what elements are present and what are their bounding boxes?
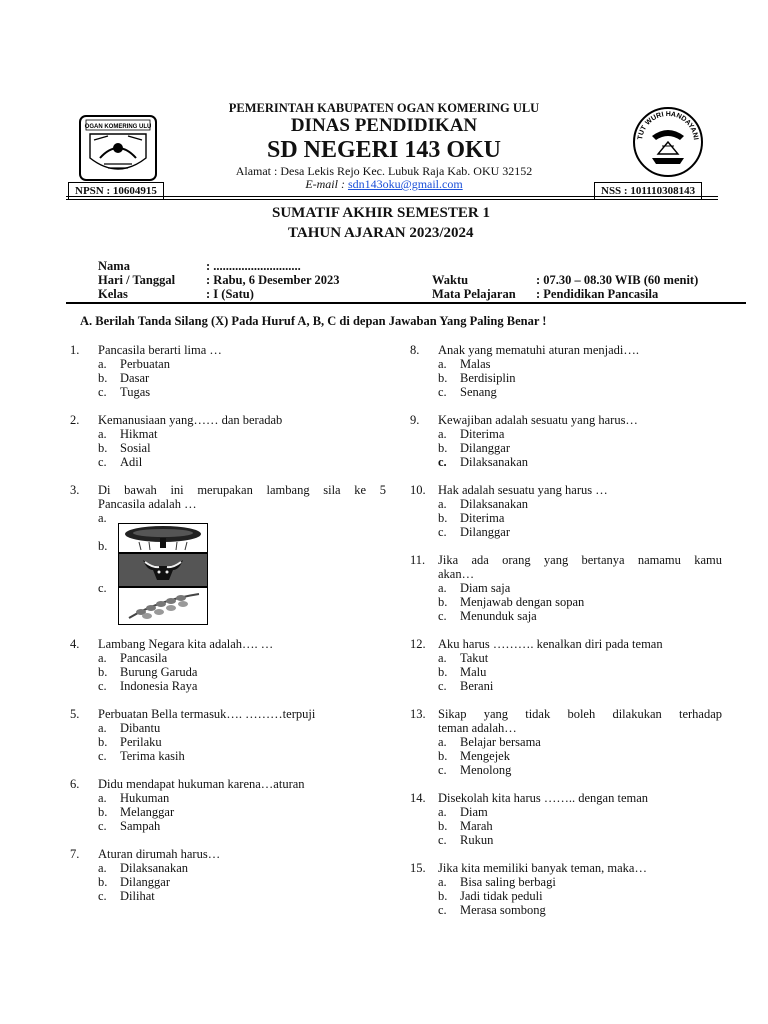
question-text: akan… — [438, 567, 475, 581]
answer-option[interactable] — [438, 525, 698, 539]
option-text: Malas — [460, 357, 491, 371]
option-text: Menjawab dengan sopan — [460, 595, 585, 609]
agency-name: DINAS PENDIDIKAN — [290, 115, 478, 136]
answer-option[interactable] — [438, 651, 698, 665]
option-text: Bisa saling berbagi — [460, 875, 556, 889]
option-letter: b. — [98, 875, 108, 889]
kelas-label: Kelas — [98, 287, 128, 301]
option-text: Rukun — [460, 833, 494, 847]
option-letter: a. — [438, 805, 447, 819]
school-name: SD NEGERI 143 OKU — [266, 137, 502, 163]
option-letter: b. — [98, 665, 108, 679]
answer-option[interactable] — [98, 371, 358, 385]
answer-option[interactable] — [438, 371, 698, 385]
option-letter: a. — [438, 875, 447, 889]
option-letter: a. — [98, 511, 107, 525]
option-text: Berdisiplin — [460, 371, 516, 385]
question-number: 5. — [70, 707, 80, 721]
answer-option[interactable] — [98, 441, 358, 455]
question-number: 15. — [410, 861, 426, 875]
answer-option[interactable] — [98, 427, 358, 441]
answer-option[interactable] — [98, 875, 358, 889]
answer-option[interactable] — [438, 427, 698, 441]
option-letter: b. — [98, 735, 108, 749]
option-text: Dilanggar — [120, 875, 170, 889]
mapel-label: Mata Pelajaran — [432, 287, 516, 301]
option-letter: b. — [438, 749, 448, 763]
school-address: Alamat : Desa Lekis Rejo Kec. Lubuk Raja Kab. OKU 32152 — [235, 164, 533, 178]
option-text: Diterima — [460, 511, 505, 525]
option-text: Merasa sombong — [460, 903, 546, 917]
option-letter: c. — [438, 833, 447, 847]
option-letter: c. — [438, 903, 447, 917]
option-text: Pancasila — [120, 651, 168, 665]
question-text: Jika ada orang yang bertanya namamu kamu — [438, 553, 722, 567]
answer-option[interactable] — [438, 441, 698, 455]
question-text: Aturan dirumah harus… — [98, 847, 221, 861]
option-text: Menunduk saja — [460, 609, 537, 623]
answer-option[interactable] — [438, 455, 698, 469]
email-label: E-mail : — [305, 177, 348, 191]
question-number: 9. — [410, 413, 420, 427]
question-number: 2. — [70, 413, 80, 427]
government-name: PEMERINTAH KABUPATEN OGAN KOMERING ULU — [228, 101, 540, 115]
header-divider-top — [66, 196, 718, 197]
option-text: Mengejek — [460, 749, 510, 763]
question-text: Lambang Negara kita adalah…. … — [98, 637, 274, 651]
answer-option[interactable] — [438, 875, 698, 889]
answer-option[interactable] — [438, 735, 698, 749]
option-letter: c. — [98, 819, 107, 833]
option-text: Diam saja — [460, 581, 511, 595]
answer-option[interactable] — [438, 763, 698, 777]
option-text: Hikmat — [120, 427, 158, 441]
option-letter: a. — [98, 357, 107, 371]
question-number: 13. — [410, 707, 426, 721]
option-text: Malu — [460, 665, 487, 679]
answer-option[interactable] — [98, 889, 358, 903]
answer-option[interactable] — [98, 749, 358, 763]
option-letter: b. — [438, 595, 448, 609]
option-letter: b. — [98, 441, 108, 455]
question-text: Disekolah kita harus …….. dengan teman — [438, 791, 649, 805]
option-text: Belajar bersama — [460, 735, 541, 749]
svg-text:OGAN KOMERING ULU: OGAN KOMERING ULU — [84, 124, 152, 130]
question-text: Di bawah ini merupakan lambang sila ke 5 — [98, 483, 386, 497]
question-number: 6. — [70, 777, 80, 791]
option-letter: b. — [438, 371, 448, 385]
question-number: 11. — [410, 553, 426, 567]
answer-option[interactable] — [438, 889, 698, 903]
option-letter: c. — [438, 763, 447, 777]
bull-head-image — [118, 553, 208, 587]
answer-option[interactable] — [438, 833, 698, 847]
option-text: Sampah — [120, 819, 161, 833]
nama-label: Nama — [98, 259, 130, 273]
option-text: Berani — [460, 679, 494, 693]
option-letter: b. — [438, 511, 448, 525]
question-number: 14. — [410, 791, 426, 805]
header-divider-bottom — [66, 199, 718, 200]
option-letter: a. — [438, 735, 447, 749]
option-letter: c. — [438, 525, 447, 539]
academic-year: TAHUN AJARAN 2023/2024 — [288, 225, 474, 241]
option-letter: a. — [98, 721, 107, 735]
kelas-value: : I (Satu) — [206, 287, 254, 301]
question-number: 8. — [410, 343, 420, 357]
banyan-tree-image — [118, 523, 208, 553]
option-letter: c. — [98, 749, 107, 763]
option-letter: a. — [98, 427, 107, 441]
answer-option[interactable] — [438, 609, 698, 623]
email-link[interactable]: sdn143oku@gmail.com — [347, 177, 463, 191]
option-letter: c. — [438, 609, 447, 623]
option-text: Terima kasih — [120, 749, 185, 763]
answer-option[interactable] — [98, 735, 358, 749]
option-letter: c. — [98, 679, 107, 693]
option-letter: a. — [98, 651, 107, 665]
question-number: 3. — [70, 483, 80, 497]
question-text: Perbuatan Bella termasuk…. ………terpuji — [98, 707, 316, 721]
question-number: 4. — [70, 637, 80, 651]
nama-value[interactable]: : ............................ — [206, 259, 301, 273]
question-text: Aku harus ………. kenalkan diri pada teman — [438, 637, 663, 651]
option-text: Dilaksanakan — [460, 497, 529, 511]
answer-option[interactable] — [438, 385, 698, 399]
question-text: Didu mendapat hukuman karena…aturan — [98, 777, 305, 791]
option-text: Perbuatan — [120, 357, 170, 371]
answer-option[interactable] — [438, 679, 698, 693]
option-text: Hukuman — [120, 791, 170, 805]
answer-option[interactable] — [98, 665, 358, 679]
answer-option[interactable] — [98, 679, 358, 693]
option-text: Diterima — [460, 427, 505, 441]
answer-option[interactable] — [98, 357, 358, 371]
answer-option[interactable] — [438, 357, 698, 371]
answer-option[interactable] — [98, 455, 358, 469]
option-letter: c. — [438, 679, 447, 693]
answer-option[interactable] — [438, 595, 698, 609]
question-text: Anak yang mematuhi aturan menjadi…. — [438, 343, 639, 357]
option-letter: a. — [98, 791, 107, 805]
hari-label: Hari / Tanggal — [98, 273, 176, 287]
answer-option[interactable] — [98, 721, 358, 735]
question-number: 7. — [70, 847, 80, 861]
option-letter: c. — [98, 385, 107, 399]
answer-option[interactable] — [98, 819, 358, 833]
waktu-value: : 07.30 – 08.30 WIB (60 menit) — [536, 273, 699, 287]
option-text: Jadi tidak peduli — [460, 889, 543, 903]
option-letter: b. — [438, 665, 448, 679]
option-text: Menolong — [460, 763, 512, 777]
question-text: Sikap yang tidak boleh dilakukan terhadap — [438, 707, 722, 721]
npsn-badge: NPSN : 10604915 — [68, 182, 164, 200]
option-text: Senang — [460, 385, 497, 399]
option-text: Dilanggar — [460, 441, 510, 455]
option-text: Dilihat — [120, 889, 155, 903]
option-text: Dilanggar — [460, 525, 510, 539]
exam-title: SUMATIF AKHIR SEMESTER 1 — [272, 205, 490, 221]
rice-cotton-image — [118, 587, 208, 625]
option-text: Perilaku — [120, 735, 162, 749]
section-a-instruction: A. Berilah Tanda Silang (X) Pada Huruf A, B, C di depan Jawaban Yang Paling Benar ! — [80, 314, 547, 328]
option-letter: b. — [98, 539, 108, 553]
waktu-label: Waktu — [432, 273, 469, 287]
answer-option[interactable] — [98, 651, 358, 665]
option-letter: b. — [438, 889, 448, 903]
question-text: Pancasila adalah … — [98, 497, 197, 511]
option-text: Melanggar — [120, 805, 175, 819]
nss-badge: NSS : 101110308143 — [594, 182, 702, 200]
option-letter: a. — [438, 427, 447, 441]
question-number: 10. — [410, 483, 426, 497]
option-text: Adil — [120, 455, 143, 469]
option-text: Marah — [460, 819, 493, 833]
question-text: Pancasila berarti lima … — [98, 343, 222, 357]
answer-option[interactable] — [438, 819, 698, 833]
option-text: Tugas — [120, 385, 151, 399]
answer-option[interactable] — [438, 581, 698, 595]
option-text: Indonesia Raya — [120, 679, 198, 693]
question-number: 1. — [70, 343, 80, 357]
option-letter: b. — [438, 441, 448, 455]
option-text: Sosial — [120, 441, 151, 455]
mapel-value: : Pendidikan Pancasila — [536, 287, 659, 301]
option-letter: c. — [98, 455, 107, 469]
question-text: teman adalah… — [438, 721, 517, 735]
answer-option[interactable] — [438, 511, 698, 525]
answer-option[interactable] — [438, 903, 698, 917]
option-letter: a. — [438, 581, 447, 595]
answer-option[interactable] — [438, 805, 698, 819]
option-text: Dilaksanakan — [120, 861, 189, 875]
hari-value: : Rabu, 6 Desember 2023 — [206, 273, 340, 287]
option-letter: c. — [438, 385, 447, 399]
option-letter: a. — [438, 497, 447, 511]
question-text: Jika kita memiliki banyak teman, maka… — [438, 861, 647, 875]
info-divider — [66, 302, 746, 304]
answer-option[interactable] — [98, 805, 358, 819]
option-letter: a. — [438, 357, 447, 371]
answer-option[interactable] — [438, 497, 698, 511]
option-text: Dasar — [120, 371, 150, 385]
option-letter: b. — [98, 805, 108, 819]
option-letter: b. — [98, 371, 108, 385]
option-letter: c. — [98, 889, 107, 903]
option-text: Diam — [460, 805, 488, 819]
answer-option[interactable] — [438, 749, 698, 763]
option-letter: b. — [438, 819, 448, 833]
option-letter: c. — [98, 581, 107, 595]
option-letter: a. — [438, 651, 447, 665]
question-text: Kewajiban adalah sesuatu yang harus… — [438, 413, 638, 427]
answer-option[interactable] — [98, 385, 358, 399]
answer-option[interactable] — [438, 665, 698, 679]
question-text: Kemanusiaan yang…… dan beradab — [98, 413, 283, 427]
answer-option[interactable] — [98, 791, 358, 805]
school-email-line — [0, 177, 768, 192]
option-text: Dibantu — [120, 721, 161, 735]
option-text: Dilaksanakan — [460, 455, 529, 469]
option-text: Takut — [460, 651, 489, 665]
question-text: Hak adalah sesuatu yang harus … — [438, 483, 608, 497]
option-letter: a. — [98, 861, 107, 875]
svg-text:TUT WURI HANDAYANI: TUT WURI HANDAYANI — [637, 110, 699, 141]
option-text: Burung Garuda — [120, 665, 198, 679]
answer-option[interactable] — [98, 861, 358, 875]
question-number: 12. — [410, 637, 426, 651]
option-letter: c. — [438, 455, 447, 469]
